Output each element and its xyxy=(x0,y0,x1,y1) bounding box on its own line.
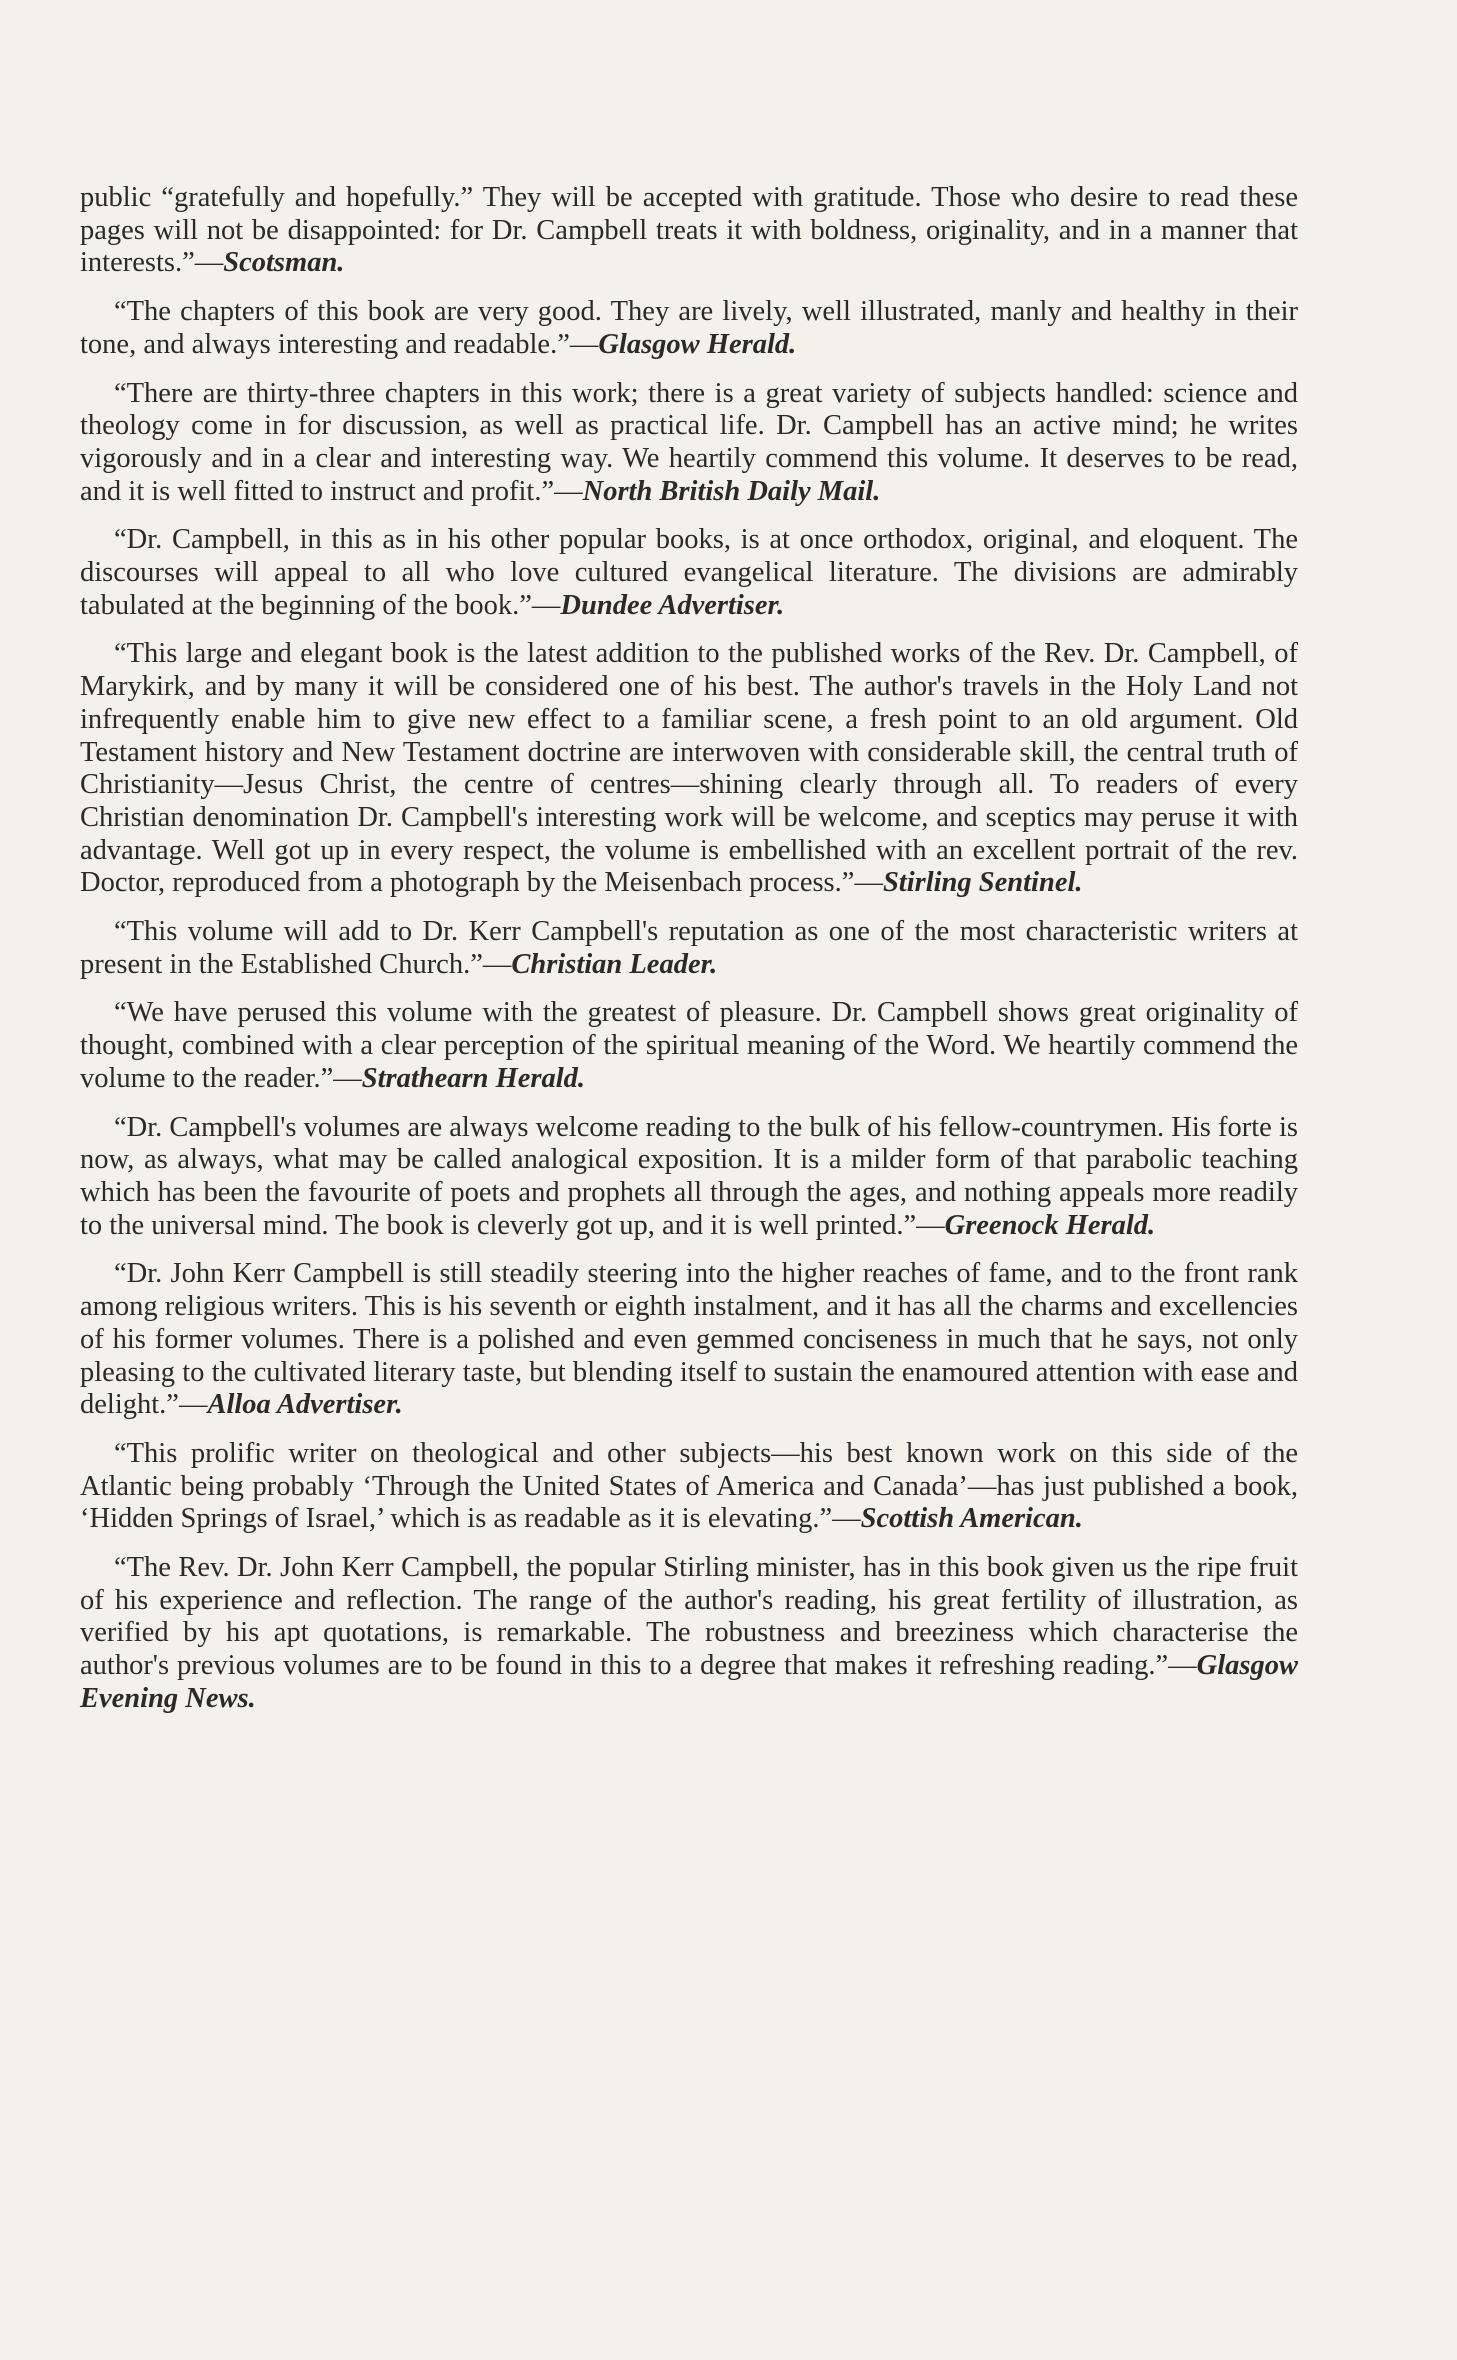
review-source: Glasgow Herald. xyxy=(598,328,797,360)
review-source: Dundee Advertiser. xyxy=(560,589,785,621)
review-text: “Dr. Campbell's volumes are always welcome reading to the bulk of his fellow-countrymen. His forte is now, as always, what may be called analogical exposition. It is a milder form of that parabolic teaching which has been the favourite of poets and prophets all through the ages, and nothing appeals more readily to the universal mind. The book is cleverly got up, and it is well printed.” xyxy=(80,1111,1298,1241)
review-scottish-american xyxy=(80,1438,1298,1536)
review-text: “This volume will add to Dr. Kerr Campbell's reputation as one of the most characteristic writers at present in the Established Church.” xyxy=(80,916,1298,980)
review-source: Scotsman. xyxy=(223,247,345,279)
review-greenock-herald xyxy=(80,1112,1298,1243)
review-source: Strathearn Herald. xyxy=(361,1062,586,1094)
review-alloa-advertiser xyxy=(80,1258,1298,1422)
review-scotsman xyxy=(80,182,1298,280)
review-quote: “The Rev. Dr. John Kerr Campbell, the popular Stirling minister, has in this book given us the ripe fruit of his experience and reflection. The range of the author's reading, his great fertility of illustration, as verified by his apt quotations, is remarkable. The robustness and breeziness which characterise the author's previous volumes are to be found in this to a degree that makes it refreshing reading.”—Glasgow Evening News. xyxy=(80,1552,1298,1714)
review-text: “This large and elegant book is the latest addition to the published works of the Rev. Dr. Campbell, of Marykirk, and by many it will be considered one of his best. The author's travels in the Holy Land not infrequently enable him to give new effect to a familiar scene, a fresh point to an old argument. Old Testament history and New Testament doctrine are interwoven with considerable skill, the central truth of Christianity—Jesus Christ, the centre of centres—shining clearly through all. To readers of every Christian denomination Dr. Campbell's interesting work will be welcome, and sceptics may peruse it with advantage. Well got up in every respect, the volume is embellished with an excellent portrait of the rev. Doctor, reproduced from a photograph by the Meisenbach process.” xyxy=(80,638,1298,899)
review-text: “There are thirty-three chapters in this work; there is a great variety of subjects handled: science and theology come in for discussion, as well as practical life. Dr. Campbell has an active mind; he writes vigorously and in a clear and interesting way. We heartily commend this volume. It deserves to be read, and it is well fitted to instruct and profit.” xyxy=(80,377,1298,507)
review-quote: “Dr. Campbell, in this as in his other popular books, is at once orthodox, original, and eloquent. The discourses will appeal to all who love cultured evangelical literature. The divisions are admirably tabulated at the beginning of the book.”—Dundee Advertiser. xyxy=(80,524,1298,621)
review-source: North British Daily Mail. xyxy=(582,475,881,507)
review-glasgow-evening-news xyxy=(80,1552,1298,1716)
review-text: “This prolific writer on theological and other subjects—his best known work on this side of the Atlantic being probably ‘Through the United States of America and Canada’—has just published a book, ‘Hidden Springs of Israel,’ which is as readable as it is elevating.” xyxy=(80,1437,1298,1535)
review-stirling-sentinel xyxy=(80,638,1298,900)
review-quote: “Dr. Campbell's volumes are always welcome reading to the bulk of his fellow-countrymen. His forte is now, as always, what may be called analogical exposition. It is a milder form of that parabolic teaching which has been the favourite of poets and prophets all through the ages, and nothing appeals more readily to the universal mind. The book is cleverly got up, and it is well printed.”—Greenock Herald. xyxy=(80,1111,1298,1241)
reviews-page xyxy=(80,182,1298,1732)
review-text: “We have perused this volume with the greatest of pleasure. Dr. Campbell shows great originality of thought, combined with a clear perception of the spiritual meaning of the Word. We heartily commend the volume to the reader.” xyxy=(80,997,1298,1094)
review-source: Greenock Herald. xyxy=(944,1209,1156,1241)
review-glasgow-herald xyxy=(80,296,1298,361)
review-dundee-advertiser xyxy=(80,524,1298,622)
review-text: public “gratefully and hopefully.” They will be accepted with gratitude. Those who desire to read these pages will not be disappointed: for Dr. Campbell treats it with boldness, originality, and in a manner that interests.” xyxy=(80,182,1298,279)
review-source: Scottish American. xyxy=(860,1503,1083,1535)
review-quote: “This large and elegant book is the latest addition to the published works of the Rev. Dr. Campbell, of Marykirk, and by many it will be considered one of his best. The author's travels in the Holy Land not infrequently enable him to give new effect to a familiar scene, a fresh point to an old argument. Old Testament history and New Testament doctrine are interwoven with considerable skill, the central truth of Christianity—Jesus Christ, the centre of centres—shining clearly through all. To readers of every Christian denomination Dr. Campbell's interesting work will be welcome, and sceptics may peruse it with advantage. Well got up in every respect, the volume is embellished with an excellent portrait of the rev. Doctor, reproduced from a photograph by the Meisenbach process.”—Stirling Sentinel. xyxy=(80,638,1298,899)
review-text: “Dr. John Kerr Campbell is still steadily steering into the higher reaches of fame, and to the front rank among religious writers. This is his seventh or eighth instalment, and it has all the charms and excellencies of his former volumes. There is a polished and even gemmed conciseness in much that he says, not only pleasing to the cultivated literary taste, but blending itself to sustain the enamoured attention with ease and delight.” xyxy=(80,1258,1298,1421)
review-quote: “We have perused this volume with the greatest of pleasure. Dr. Campbell shows great originality of thought, combined with a clear perception of the spiritual meaning of the Word. We heartily commend the volume to the reader.”—Strathearn Herald. xyxy=(80,997,1298,1094)
review-text: “The chapters of this book are very good. They are lively, well illustrated, manly and healthy in their tone, and always interesting and readable.” xyxy=(80,296,1298,360)
review-source: Christian Leader. xyxy=(511,948,718,980)
review-text: “The Rev. Dr. John Kerr Campbell, the popular Stirling minister, has in this book given us the ripe fruit of his experience and reflection. The range of the author's reading, his great fertility of illustration, as verified by his apt quotations, is remarkable. The robustness and breeziness which characterise the author's previous volumes are to be found in this to a degree that makes it refreshing reading.” xyxy=(80,1552,1298,1682)
review-quote: “There are thirty-three chapters in this work; there is a great variety of subjects handled: science and theology come in for discussion, as well as practical life. Dr. Campbell has an active mind; he writes vigorously and in a clear and interesting way. We heartily commend this volume. It deserves to be read, and it is well fitted to instruct and profit.”—North British Daily Mail. xyxy=(80,377,1298,507)
review-source: Alloa Advertiser. xyxy=(207,1389,403,1421)
review-text: “Dr. Campbell, in this as in his other popular books, is at once orthodox, original, and eloquent. The discourses will appeal to all who love cultured evangelical literature. The divisions are admirably tabulated at the beginning of the book.” xyxy=(80,524,1298,621)
review-quote: “This volume will add to Dr. Kerr Campbell's reputation as one of the most characteristic writers at present in the Established Church.”—Christian Leader. xyxy=(80,916,1298,980)
review-strathearn-herald xyxy=(80,997,1298,1095)
review-quote: “Dr. John Kerr Campbell is still steadily steering into the higher reaches of fame, and to the front rank among religious writers. This is his seventh or eighth instalment, and it has all the charms and excellencies of his former volumes. There is a polished and even gemmed conciseness in much that he says, not only pleasing to the cultivated literary taste, but blending itself to sustain the enamoured attention with ease and delight.”—Alloa Advertiser. xyxy=(80,1258,1298,1421)
review-source: Stirling Sentinel. xyxy=(882,867,1083,899)
review-christian-leader xyxy=(80,916,1298,981)
review-quote: public “gratefully and hopefully.” They will be accepted with gratitude. Those who desire to read these pages will not be disappointed: for Dr. Campbell treats it with boldness, originality, and in a manner that interests.”—Scotsman. xyxy=(80,182,1298,279)
review-quote: “The chapters of this book are very good. They are lively, well illustrated, manly and healthy in their tone, and always interesting and readable.”—Glasgow Herald. xyxy=(80,296,1298,360)
review-source: Glasgow Evening News. xyxy=(80,1650,1298,1714)
review-north-british-daily-mail xyxy=(80,378,1298,509)
review-quote: “This prolific writer on theological and other subjects—his best known work on this side of the Atlantic being probably ‘Through the United States of America and Canada’—has just published a book, ‘Hidden Springs of Israel,’ which is as readable as it is elevating.”—Scottish American. xyxy=(80,1437,1298,1535)
